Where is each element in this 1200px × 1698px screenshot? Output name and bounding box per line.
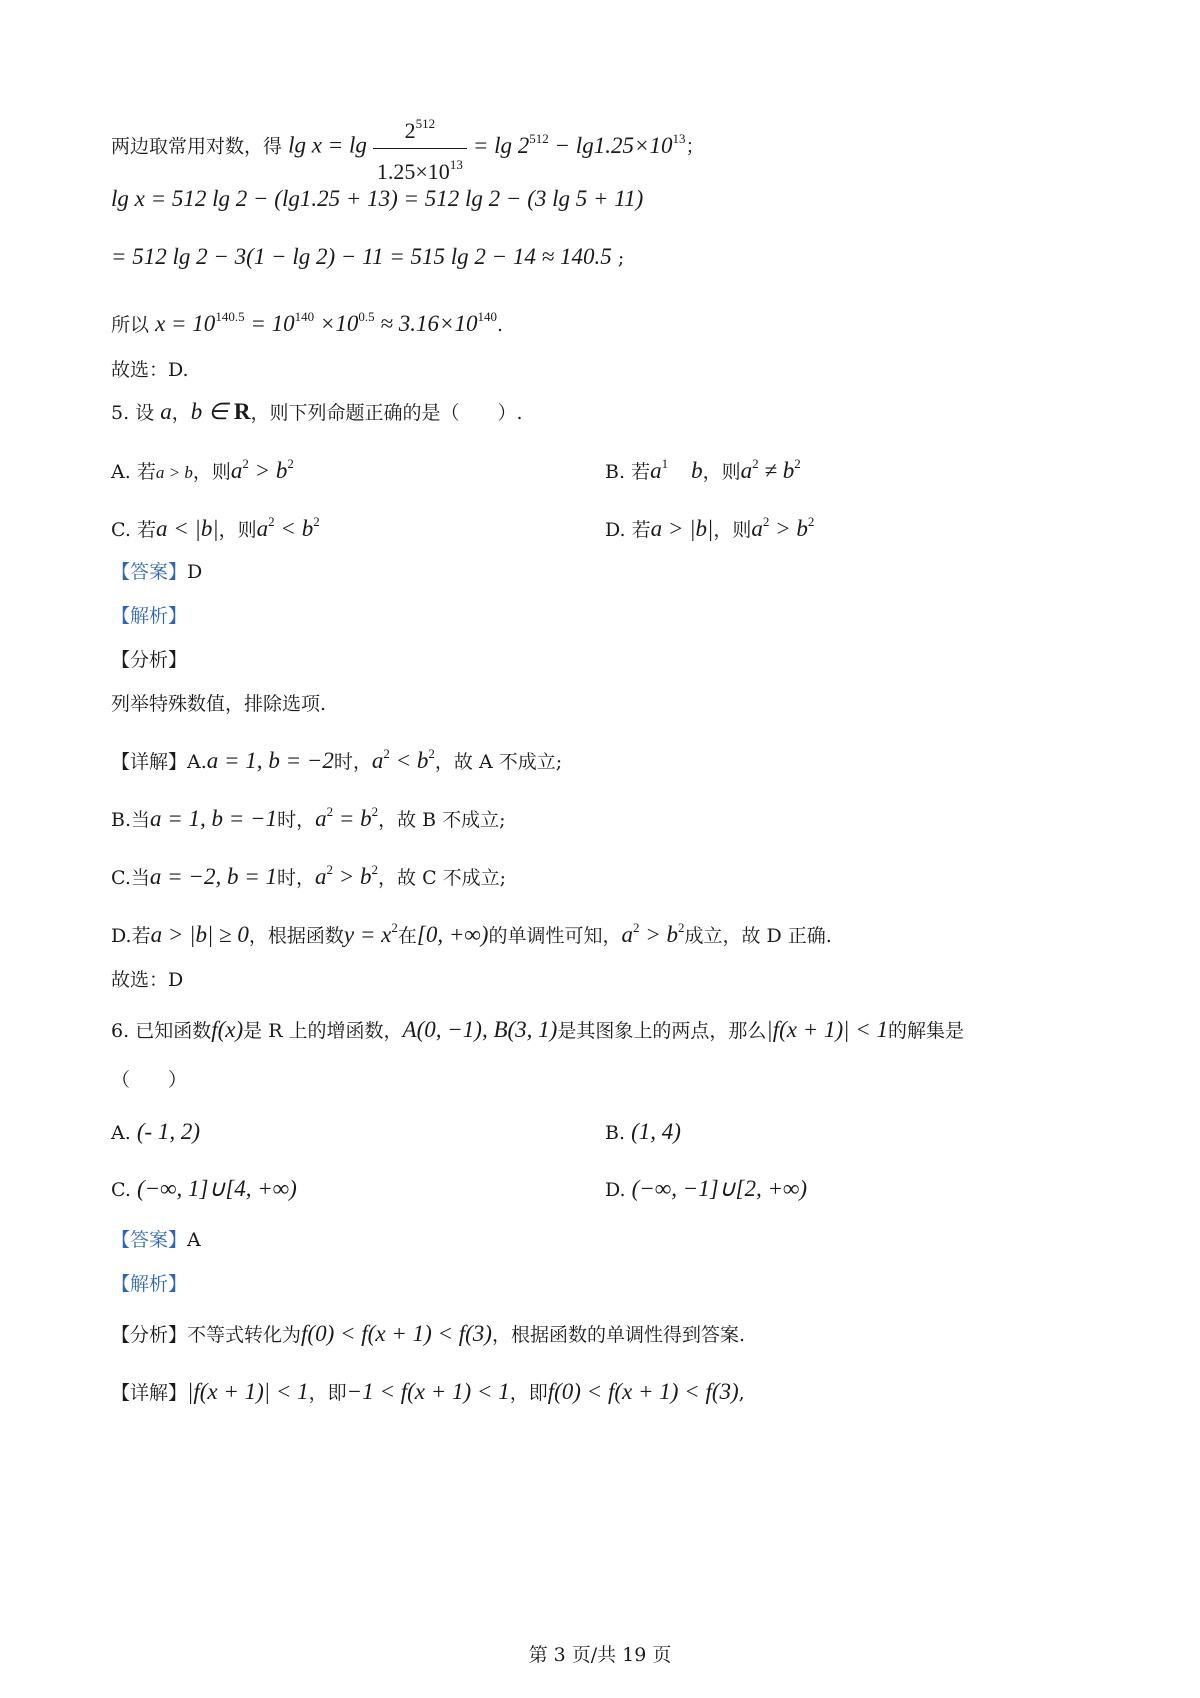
text: 所以 bbox=[111, 314, 150, 336]
q6-fenxi: 【分析】不等式转化为f(0) < f(x + 1) < f(3)，根据函数的单调性得到答案. bbox=[111, 1321, 746, 1346]
q5-stem: 5. 设 a，b ∈ R，则下列命题正确的是（ ）. bbox=[111, 399, 523, 424]
q6-analysis-tag: 【解析】 bbox=[111, 1273, 188, 1295]
q5-fenxi-text: 列举特殊数值，排除选项. bbox=[111, 693, 327, 715]
q5-detail-c: C.当a = −2, b = 1时，$a^2 > b^2$，故 C 不成立; bbox=[111, 862, 507, 889]
formula: = $\lg 2^{512} - \lg 1.25\times 10^{13}$ bbox=[472, 130, 686, 158]
q5-analysis-tag: 【解析】 bbox=[111, 605, 188, 627]
fraction: $\frac{2^{512}}{1.25\times 10^{13}}$ bbox=[373, 107, 467, 188]
q6-answer: 【答案】A bbox=[111, 1229, 201, 1251]
q5-option-d: D. 若a > |b|，则$a^2 > b^2$ bbox=[605, 514, 815, 541]
choose-line: 故选：D. bbox=[111, 359, 189, 381]
page-footer: 第 3 页/共 19 页 bbox=[528, 1644, 672, 1666]
q5-detail-b: B.当a = 1, b = −1时，$a^2 = b^2$，故 B 不成立; bbox=[111, 804, 506, 831]
q5-fenxi-tag: 【分析】 bbox=[111, 649, 188, 671]
q6-option-d: D. (−∞, −1]∪[2, +∞) bbox=[605, 1176, 808, 1201]
log-step-3: = 512 lg 2 − 3(1 − lg 2) − 11 = 515 lg 2 − 14 ≈ 140.5 ; bbox=[111, 244, 625, 269]
q6-detail: 【详解】|f(x + 1)| < 1，即−1 < f(x + 1) < 1，即f(0) < f(x + 1) < f(3), bbox=[111, 1379, 745, 1404]
text: 两边取常用对数，得 bbox=[111, 135, 283, 158]
q6-option-c: C. (−∞, 1]∪[4, +∞) bbox=[111, 1176, 297, 1201]
log-step-2: lg x = 512 lg 2 − (lg1.25 + 13) = 512 lg 2 − (3 lg 5 + 11) bbox=[111, 186, 644, 211]
q5-option-b: B. 若$a^1$ b，则$a^2 \ne b^2$ bbox=[605, 456, 801, 483]
q5-choose: 故选：D bbox=[111, 969, 184, 991]
q5-answer: 【答案】D bbox=[111, 561, 203, 583]
log-step-4: 所以 $x = 10^{140.5} = 10^{140} \times 10^{0.5} \approx 3.16\times 10^{140}$. bbox=[111, 309, 504, 336]
q6-stem: 6. 已知函数f(x)是 R 上的增函数，A(0, −1), B(3, 1)是其图象上的两点，那么|f(x + 1)| < 1的解集是 bbox=[111, 1017, 965, 1042]
q5-detail-a: 【详解】A.a = 1, b = −2时，$a^2 < b^2$，故 A 不成立; bbox=[111, 746, 563, 773]
q5-option-a: A. 若a > b，则$a^2 > b^2$ bbox=[111, 456, 294, 483]
q5-detail-d: D.若a > |b| ≥ 0，根据函数$y = x^2$在[0, +∞)的单调性可知，$a^2 > b^2$成立，故 D 正确. bbox=[111, 920, 832, 947]
q6-paren: （ ） bbox=[111, 1069, 188, 1091]
formula: lg x = lg bbox=[288, 132, 367, 158]
log-step-1: 两边取常用对数，得 lg x = lg $\frac{2^{512}}{1.25\times 10^{13}}$ = $\lg 2^{512} - \lg 1.25\times 10^{13}$； bbox=[111, 107, 704, 188]
q6-option-a: A. (- 1, 2) bbox=[111, 1119, 201, 1144]
q6-option-b: B. (1, 4) bbox=[605, 1119, 681, 1144]
q5-option-c: C. 若a < |b|，则$a^2 < b^2$ bbox=[111, 514, 320, 541]
